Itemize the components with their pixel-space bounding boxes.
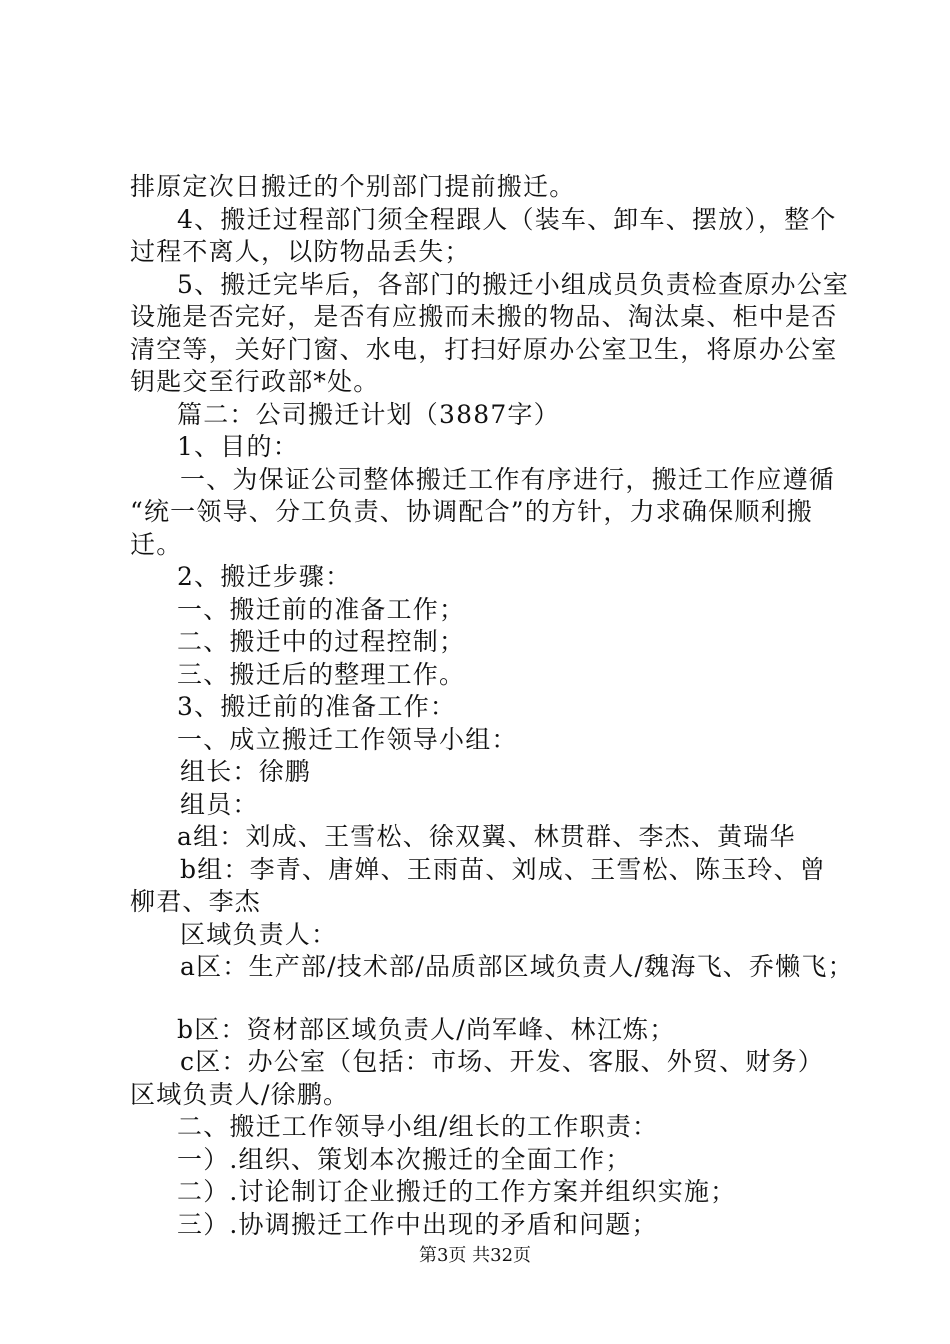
document-body <box>130 171 854 1241</box>
text-line: 设施是否完好，是否有应搬而未搬的物品、淘汰桌、柜中是否 <box>130 302 838 331</box>
section-heading: 篇二：公司搬迁计划（3887字） <box>177 399 560 429</box>
text-line: a组：刘成、王雪松、徐双翼、林贯群、李杰、黄瑞华 <box>177 822 796 851</box>
text-line: c区：办公室（包括：市场、开发、客服、外贸、财务） <box>180 1047 825 1076</box>
text-line: 三、搬迁后的整理工作。 <box>177 659 466 689</box>
text-line: 组长：徐鹏 <box>180 757 312 786</box>
text-line: 一、成立搬迁工作领导小组： <box>177 724 518 754</box>
text-line: 一）.组织、策划本次搬迁的全面工作； <box>177 1144 632 1174</box>
blank-line <box>130 984 835 1014</box>
text-line: 钥匙交至行政部*处。 <box>130 367 380 396</box>
page-number: 第3页 共32页 <box>418 1245 532 1266</box>
text-line: 3、搬迁前的准备工作： <box>177 692 457 721</box>
text-line: 区域负责人： <box>180 919 338 949</box>
text-line: 一、搬迁前的准备工作； <box>177 594 466 624</box>
text-line: 迁。 <box>130 529 183 559</box>
text-line: 2、搬迁步骤： <box>177 562 352 591</box>
text-line: 排原定次日搬迁的个别部门提前搬迁。 <box>130 172 576 201</box>
text-line: “统一领导、分工负责、协调配合”的方针，力求确保顺利搬 <box>130 497 813 526</box>
text-line: 清空等，关好门窗、水电，打扫好原办公室卫生，将原办公室 <box>130 334 838 364</box>
text-line: b组：李青、唐婵、王雨苗、刘成、王雪松、陈玉玲、曾 <box>180 854 827 884</box>
text-line: 1、目的： <box>177 432 299 461</box>
text-line: 二、搬迁中的过程控制； <box>177 627 466 656</box>
text-line: 柳君、李杰 <box>130 887 262 916</box>
text-line: 区域负责人/徐鹏。 <box>130 1079 350 1109</box>
text-line: 4、搬迁过程部门须全程跟人（装车、卸车、摆放），整个 <box>177 204 837 234</box>
text-line: 二、搬迁工作领导小组/组长的工作职责： <box>177 1112 659 1141</box>
text-line: 过程不离人，以防物品丢失； <box>130 237 471 266</box>
text-line: 一、为保证公司整体搬迁工作有序进行，搬迁工作应遵循 <box>180 464 836 494</box>
text-line: 组员： <box>180 789 259 819</box>
text-line: 5、搬迁完毕后，各部门的搬迁小组成员负责检查原办公室 <box>177 269 850 299</box>
text-line: a区：生产部/技术部/品质部区域负责人/魏海飞、乔懒飞； <box>180 952 854 981</box>
text-line: 三）.协调搬迁工作中出现的矛盾和问题； <box>177 1209 658 1239</box>
text-line: b区：资材部区域负责人/尚军峰、林江炼； <box>177 1014 676 1044</box>
text-line: 二）.讨论制订企业搬迁的工作方案并组织实施； <box>177 1177 737 1206</box>
